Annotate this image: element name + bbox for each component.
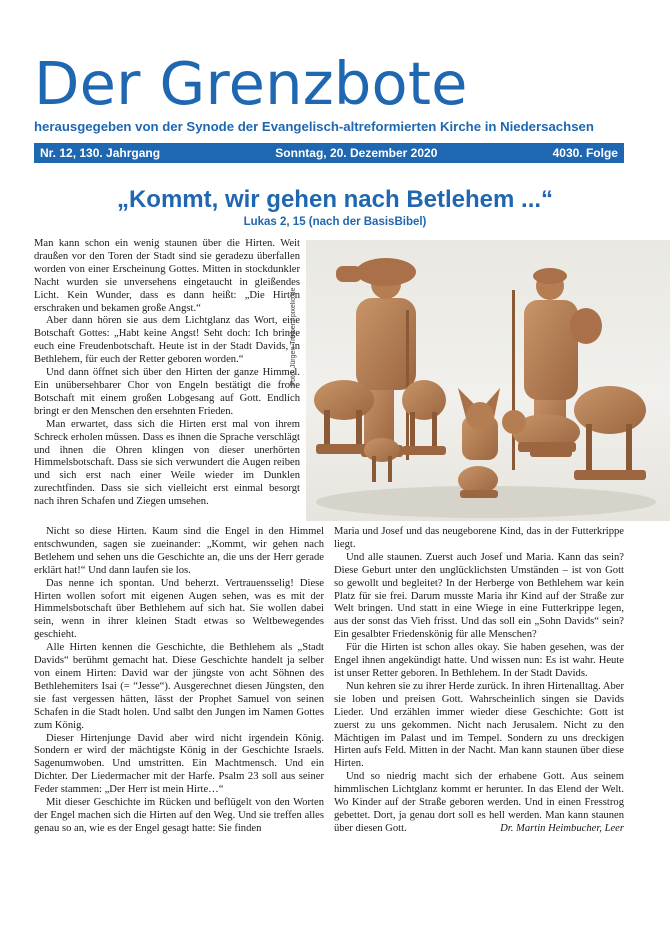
sheep-figure — [574, 386, 646, 480]
newspaper-title: Der Grenzbote — [34, 49, 468, 118]
issue-info-bar — [34, 143, 624, 163]
paragraph: Man kann schon ein wenig staunen über die Hirten. Weit draußen vor den Toren der Stadt sind sie geradezu überfallen worden von einer Erscheinung Gottes. Mitten in stockdunkler Nacht wurden sie unversehens eingetaucht in gleißendes Licht. Kein Wunder, dass es dann heißt: „Die Hirten erschraken und bekamen große Angst.“ — [34, 238, 300, 314]
issue-date: Sonntag, 20. Dezember 2020 — [275, 146, 438, 160]
nativity-figures-photo — [306, 240, 670, 521]
dog-figure — [458, 388, 500, 460]
article-column-right — [334, 526, 624, 836]
paragraph: Das nenne ich spontan. Und beherzt. Vertrauensselig! Diese Hirten wollen sofort mit eigenen Augen sehen, was es mit der Himmelsbotschaft über Bethlehem auf sich hat. Sie wollen dabei sein, wenn in ihrer kleinen Stadt etwas so Weltbewegendes geschieht. — [34, 577, 324, 641]
paragraph: Dieser Hirtenjunge David aber wird nicht irgendein König. Sondern er wird der mächtigste König in der Geschichte Israels. Sagenumwoben. Und umstritten. Ein Machtmensch. Und ein Dichter. Der Liedermacher mit der Harfe. Psalm 23 soll aus seiner Feder stammen: „Der Herr ist mein Hirte…“ — [34, 732, 324, 796]
newspaper-subtitle: herausgegeben von der Synode der Evangelisch-altreformierten Kirche in Niedersachsen — [34, 119, 594, 134]
paragraph: Für die Hirten ist schon alles okay. Sie haben gesehen, was der Engel ihnen angekündigt hatte. Und wissen nun: Es ist wahr. Heute ist unser Retter geboren. In Bethlehem. In der Stadt Davids. — [334, 642, 624, 679]
paragraph: Nicht so diese Hirten. Kaum sind die Engel in den Himmel entschwunden, sagen sie zueinander: „Kommt, wir gehen nach Betlehem und sehen uns die Geschichte an, die uns der Herr gerade erklärt hat!“ Und dann laufen sie los. — [34, 526, 324, 576]
paragraph: Alle Hirten kennen die Geschichte, die Bethlehem als „Stadt Davids“ berühmt gemacht hat. Diese Geschichte handelt ja selber von einem Hirten: David war der jüngste von acht Söhnen des Bethlehemiters Isai (= “Jesse“). Ausgerechnet diesen Jüngsten, den sie fast vergessen hätten, lässt der Prophet Samuel von seinen Schafen in die Stadt holen. Und salbt den Jungen im Namen Gottes zum König. — [34, 642, 324, 731]
issue-number: Nr. 12, 130. Jahrgang — [40, 146, 161, 160]
paragraph: Maria und Josef und das neugeborene Kind, das in der Futterkrippe liegt. — [334, 526, 624, 550]
article-column-left-top — [34, 238, 300, 509]
author-signature: Dr. Martin Heimbucher, Leer — [500, 822, 624, 834]
shepherd-figure-left — [336, 258, 416, 460]
photo-credit: Foto: Jürgen Treiber / pixelio.de — [290, 287, 297, 386]
paragraph: Aber dann hören sie aus dem Lichtglanz das Wort, eine Botschaft Gottes: „Habt keine Angst! Seht doch: Ich bringe euch eine Freudenbotschaft. Heute ist in der Stadt Davids, in Bethlehem, für euch der Retter geboren worden.“ — [34, 315, 300, 366]
paragraph: Man erwartet, dass sich die Hirten erst mal von ihrem Schreck erholen müssen. Dass es ihnen die Sprache verschlägt und ihnen die Ohren klingen von dieser unerhörten Himmelsbotschaft. Dass sie sich verwundert die Augen reiben und sich erst nach einer Weile wieder im Dunklen zurechtfinden. Dass sie sich vielleicht erst einmal besorgt nach ihren Schafen und Ziegen umsehen. — [34, 418, 300, 508]
paragraph — [334, 771, 624, 836]
issue-sequence: 4030. Folge — [552, 146, 618, 160]
paragraph: Und dann öffnet sich über den Hirten der ganze Himmel. Ein unübersehbarer Chor von Engeln bestätigt die frohe Botschaft mit einem großen Lobgesang auf Gott. Endlich bringt er den Menschen den ersehnten Frieden. — [34, 367, 300, 417]
article-headline: „Kommt, wir gehen nach Betlehem ...“ — [116, 186, 554, 213]
lamb-figure — [458, 466, 498, 498]
paragraph: Nun kehren sie zu ihrer Herde zurück. In ihren Hirtenalltag. Aber sie loben und preisen Gott. Wahrscheinlich singen sie Davids Lieder. Und erzählen immer wieder diese Geschichte: Gott ist zuerst zu uns gekommen. Nicht nach Jerusalem. Nicht zu den Mächtigen im Palast und im Tempel. Sondern zu uns dreckigen Hirten aufs Feld. Mitten in der Nacht. Man kann staunen über diese Hirten. — [334, 680, 624, 770]
paragraph: Mit dieser Geschichte im Rücken und beflügelt von den Worten der Engel machen sich die Hirten auf den Weg. Und sie treffen alles genau so an, wie es der Engel gesagt hatte: Sie finden — [34, 797, 324, 834]
lamb-figure — [364, 438, 400, 482]
wooden-figures-image — [306, 240, 670, 521]
article-subheadline: Lukas 2, 15 (nach der BasisBibel) — [243, 216, 427, 228]
paragraph: Und alle staunen. Zuerst auch Josef und Maria. Kann das sein? Diese Geburt unter den unglücklichsten Umständen – ist von Gott so gewollt und begleitet? In der Herberge von Bethlehem war kein Platz für sie frei. Darum musste Maria ihr Kind auf der Straße zur Welt bringen. Und statt in eine Wiege in eine Futterkrippe legen, aus der sonst das Vieh frisst. Und das soll ein „Sohn Davids“ sein? Ein gesalbter Friedenskönig für alle Menschen? — [334, 551, 624, 641]
article-column-left-bottom — [34, 526, 324, 836]
paragraph-text: Und so niedrig macht sich der erhabene Gott. Aus seinem himmlischen Lichtglanz kommt er herunter. In das Elend der Welt. Wo Kinder auf der Straße geboren werden. Und in einen Fresstrog gebettet. Dort, ja genau dort soll es hell werden. Man kann staunen über diesen Gott. — [334, 771, 624, 834]
